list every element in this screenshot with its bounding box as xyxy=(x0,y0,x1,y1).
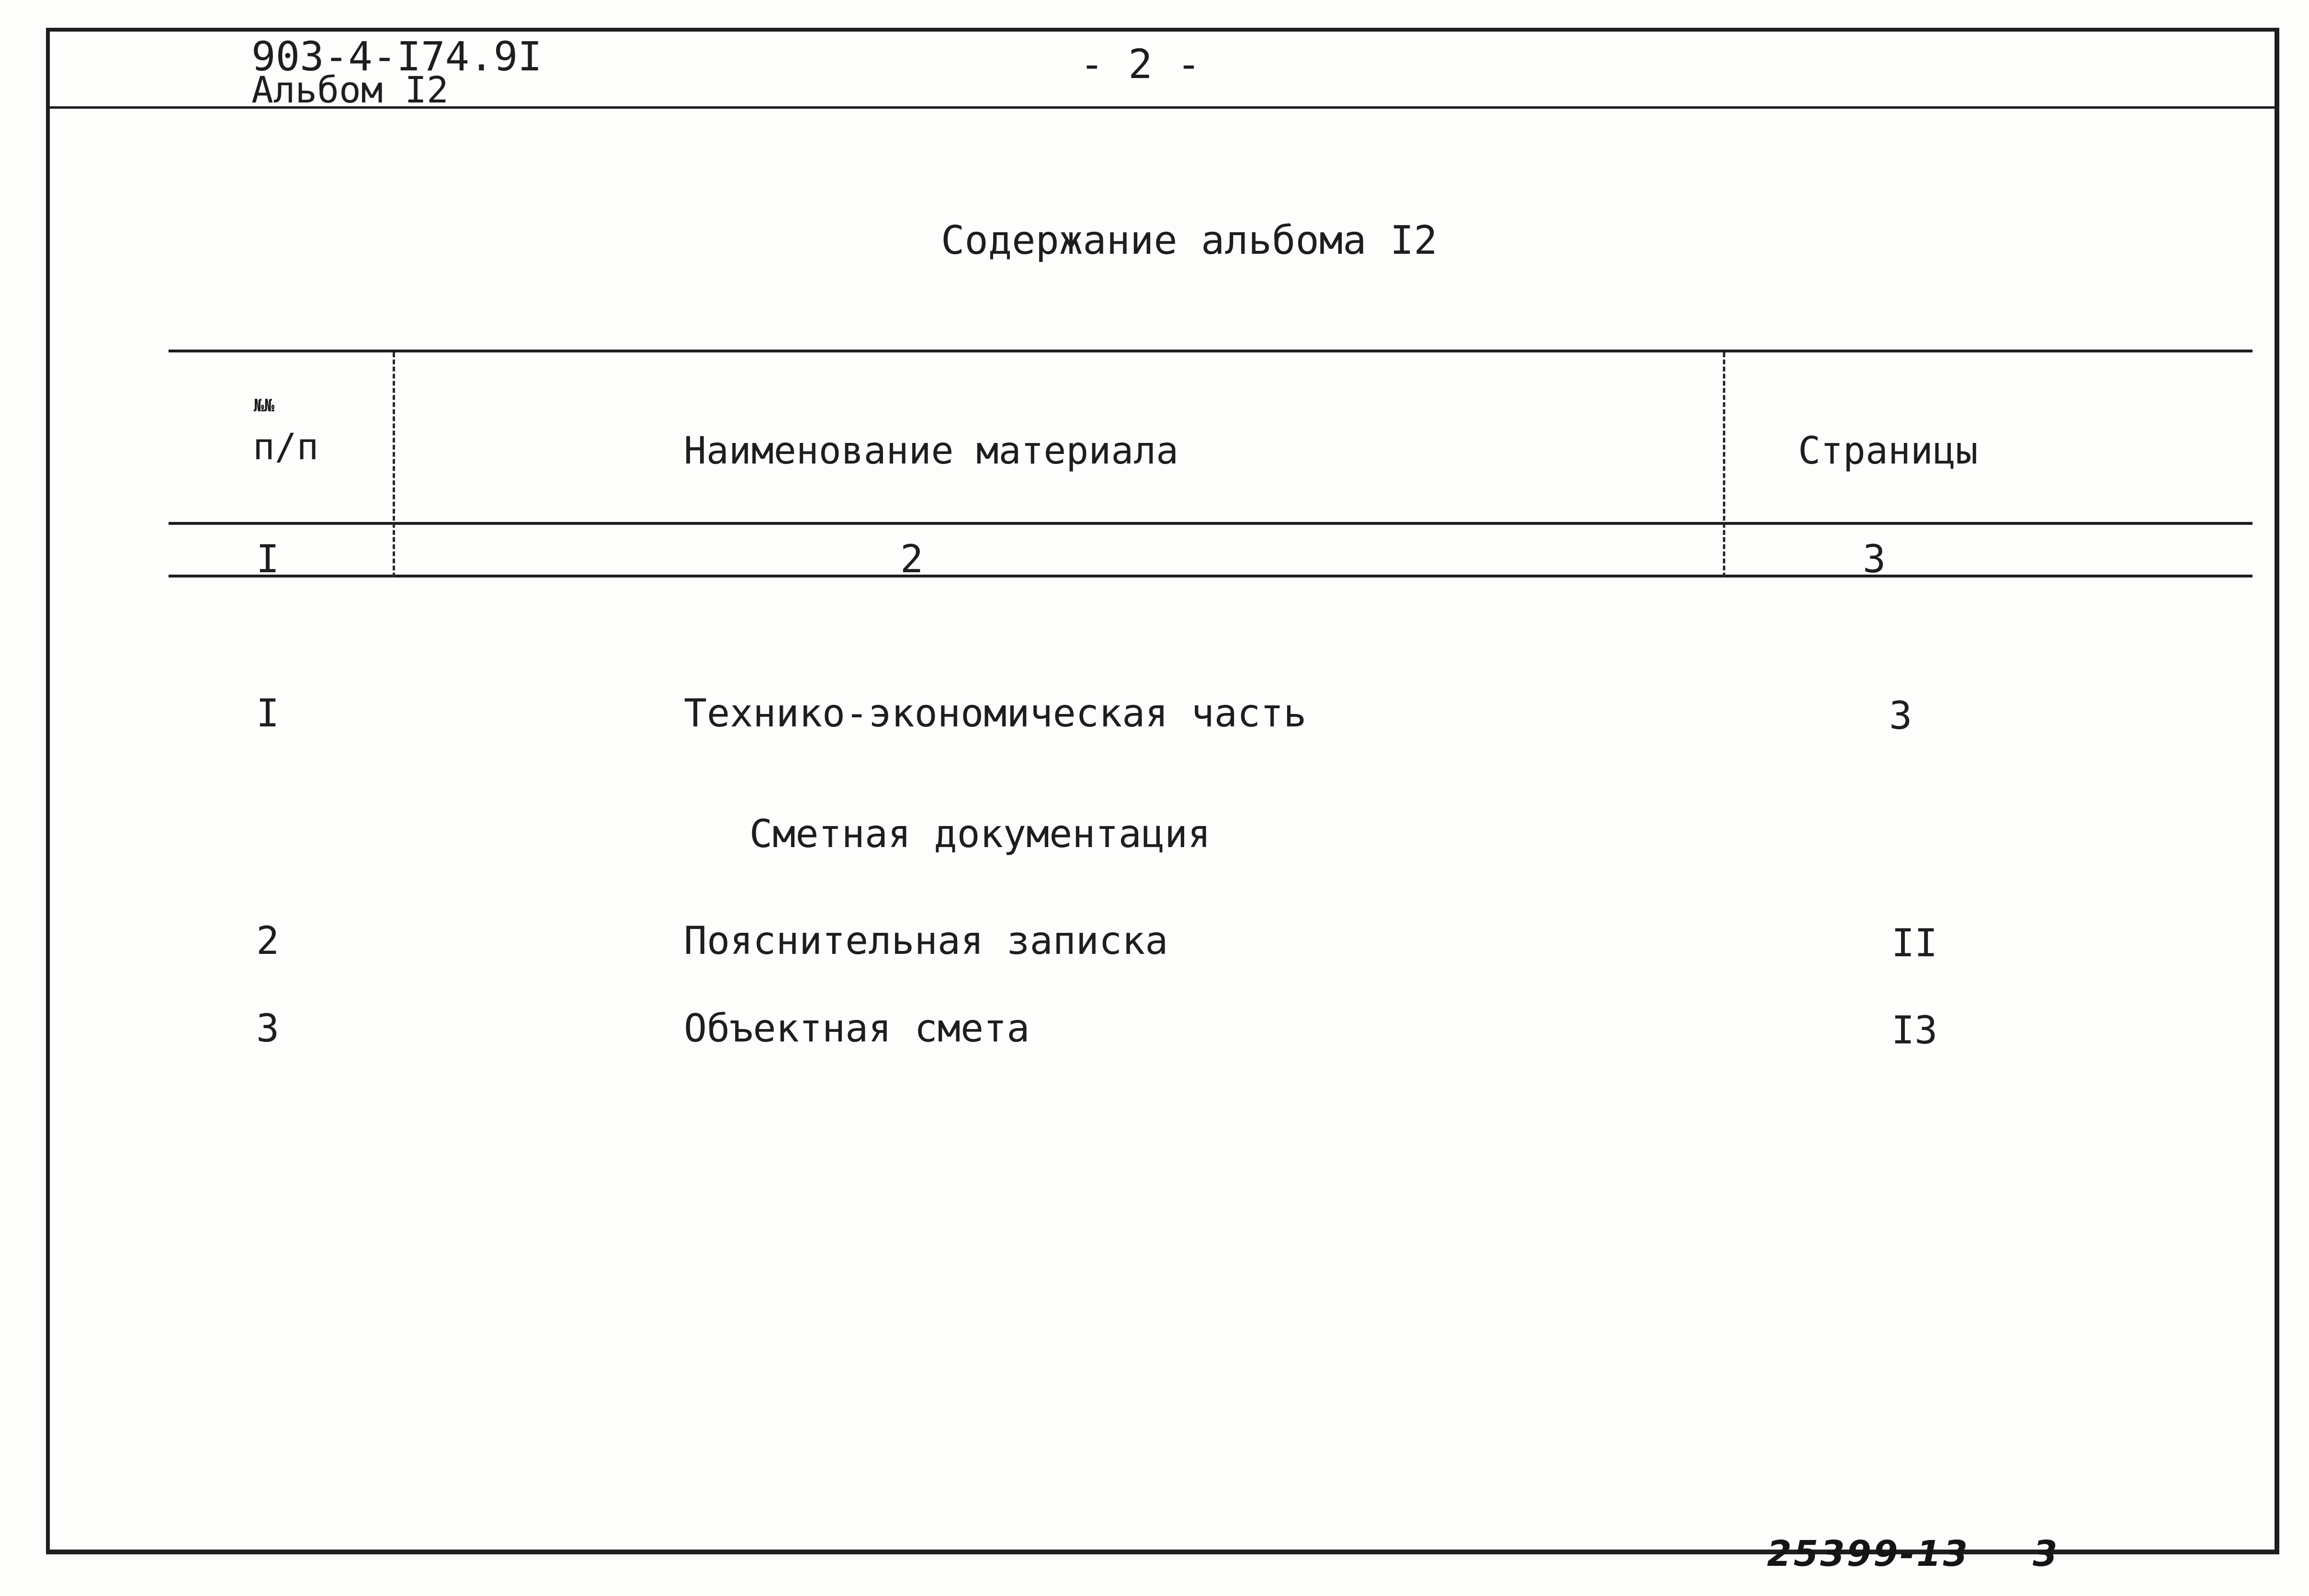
column-number-sign: №№ xyxy=(254,396,275,416)
document-code: 903-4-I74.9I xyxy=(251,33,542,80)
section-heading: Сметная документация xyxy=(749,812,1211,856)
sheet-number: 3 xyxy=(2033,1533,2060,1574)
column-separator-1 xyxy=(393,352,395,577)
inventory-number: 25399-13 xyxy=(1767,1533,1970,1574)
row-name: Технико-экономическая часть xyxy=(684,691,1307,736)
row-page: I3 xyxy=(1891,1008,1938,1053)
page-number: - 2 - xyxy=(1080,41,1201,88)
row-number: 2 xyxy=(256,918,280,963)
contents-title: Содержание альбома I2 xyxy=(941,218,1437,263)
column-number-1: I xyxy=(256,537,280,581)
table-header-rule xyxy=(169,522,2252,525)
row-name: Пояснительная записка xyxy=(684,918,1168,963)
row-number: 3 xyxy=(256,1006,280,1051)
table-top-rule xyxy=(169,350,2252,352)
row-number: I xyxy=(256,691,280,736)
column-separator-2 xyxy=(1723,352,1725,577)
row-page: II xyxy=(1891,921,1938,965)
column-name-header: Наименование материала xyxy=(684,430,1179,473)
column-number-unit: п/п xyxy=(253,425,319,468)
row-name: Объектная смета xyxy=(684,1006,1030,1051)
table-numbering-rule xyxy=(169,575,2252,577)
column-number-2: 2 xyxy=(900,537,924,581)
column-number-3: 3 xyxy=(1863,537,1886,581)
row-page: 3 xyxy=(1889,693,1913,738)
album-label: Альбом I2 xyxy=(251,68,449,111)
column-pages-header: Страницы xyxy=(1798,430,1978,473)
